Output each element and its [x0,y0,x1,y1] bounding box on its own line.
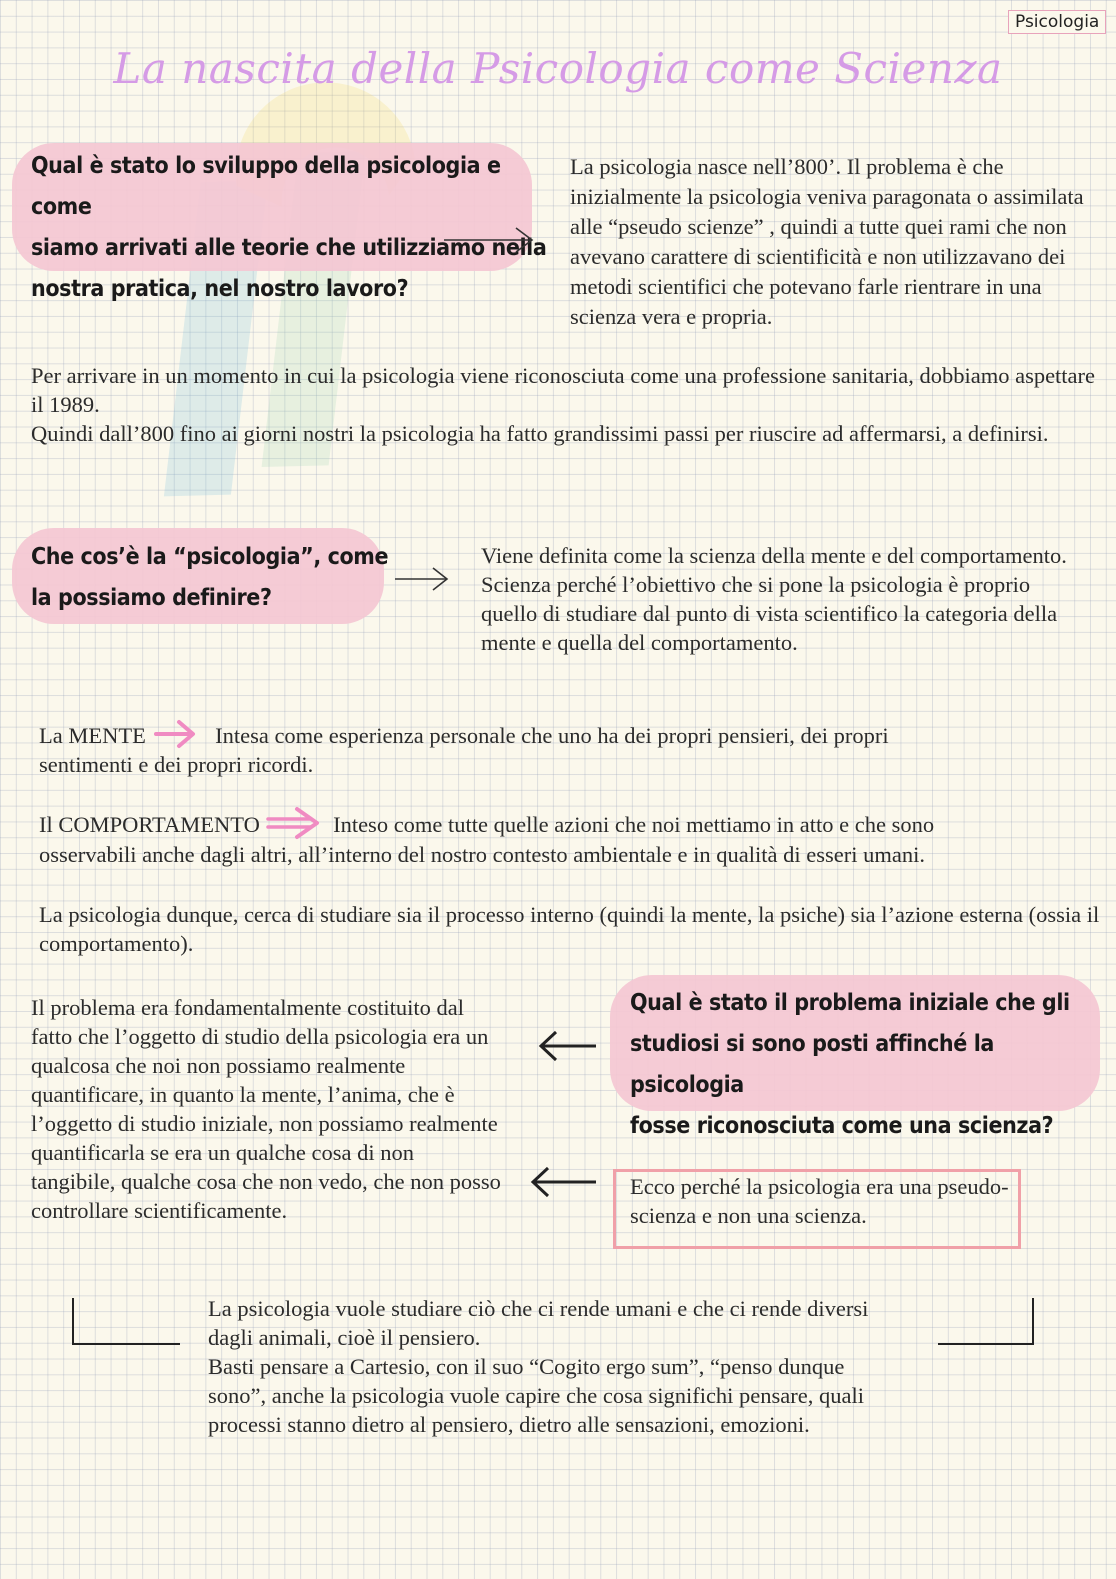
question-3: Qual è stato il problema iniziale che gli studiosi si sono posti affinché la psicologia fosse riconosciuta come una scienza? [630,990,1070,1139]
pink-arrow-icon [153,719,199,749]
arrow-left-icon [528,1164,600,1200]
question-2: Che cos’è la “psicologia”, come la possiamo definire? [31,544,389,611]
arrow-right-icon [442,225,538,255]
subject-tag: Psicologia [1008,10,1106,34]
paragraph-cartesio: La psicologia vuole studiare ciò che ci rende umani e che ci rende diversi dagli animali, cioè il pensiero. Basti pensare a Cartesio, con il suo “Cogito ergo sum”, “penso dunque sono”, anche la psicologia vuole capire che cosa significhi pensare, quali processi stanno dietro al pensiero, dietro alle sensazioni, emozioni. [208,1296,869,1437]
pink-arrow-icon [265,806,321,840]
paragraph-professione: Per arrivare in un momento in cui la psicologia viene riconosciuta come una professione sanitaria, dobbiamo aspettare il 1989. Quindi dall’800 fino ai giorni nostri la psicologia ha fatto grandissimi passi per riuscire ad affermarsi, a definirsi. [31,363,1096,446]
question-1: Qual è stato lo sviluppo della psicologia e come siamo arrivati alle teorie che utilizziamo nella nostra pratica, nel nostro lavoro? [31,153,547,302]
keyword-mente: La MENTE [39,723,146,748]
answer-2: Viene definita come la scienza della mente e del comportamento. Scienza perché l’obiettivo che si pone la psicologia è proprio quello di studiare dal punto di vista scientifico la categoria della mente e quella del comportamento. [481,543,1067,655]
corner-bracket-left [70,1296,182,1348]
arrow-left-icon [536,1028,600,1064]
paragraph-dunque: La psicologia dunque, cerca di studiare sia il processo interno (quindi la mente, la psiche) sia l’azione esterna (ossia il comportamento). [39,902,1100,956]
page-title: La nascita della Psicologia come Scienza [113,44,1003,93]
watermark-logo [5,44,554,577]
keyword-comportamento: Il COMPORTAMENTO [39,812,260,837]
answer-1: La psicologia nasce nell’800’. Il problema è che inizialmente la psicologia veniva paragonata o assimilata alle “pseudo scienze” , quindi a tutte quei rami che non avevano carattere di scientificità e non utilizzavano dei metodi scientifici che potevano farle rientrare in una scienza vera e propria. [570,154,1084,329]
answer-3: Il problema era fondamentalmente costituito dal fatto che l’oggetto di studio della psicologia era un qualcosa che noi non possiamo realmente quantificare, in quanto la mente, l’anima, che è l’oggetto di studio iniziale, non possiamo realmente quantificarla se era un qualche cosa di non tangibile, qualche cosa che non vedo, che non posso controllare scientificamente. [31,995,501,1223]
boxed-conclusion: Ecco perché la psicologia era una pseudo-scienza e non una scienza. [630,1174,1009,1228]
mente-definition: La MENTE Intesa come esperienza personale che uno ha dei propri pensieri, dei propri sentimenti e dei propri ricordi. [39,719,1099,779]
corner-bracket-right [936,1296,1036,1348]
comportamento-definition: Il COMPORTAMENTO Inteso come tutte quelle azioni che noi mettiamo in atto e che sono osservabili anche dagli altri, all’interno del nostro contesto ambientale e in qualità di esseri umani. [39,806,1109,869]
arrow-right-icon [393,565,453,593]
